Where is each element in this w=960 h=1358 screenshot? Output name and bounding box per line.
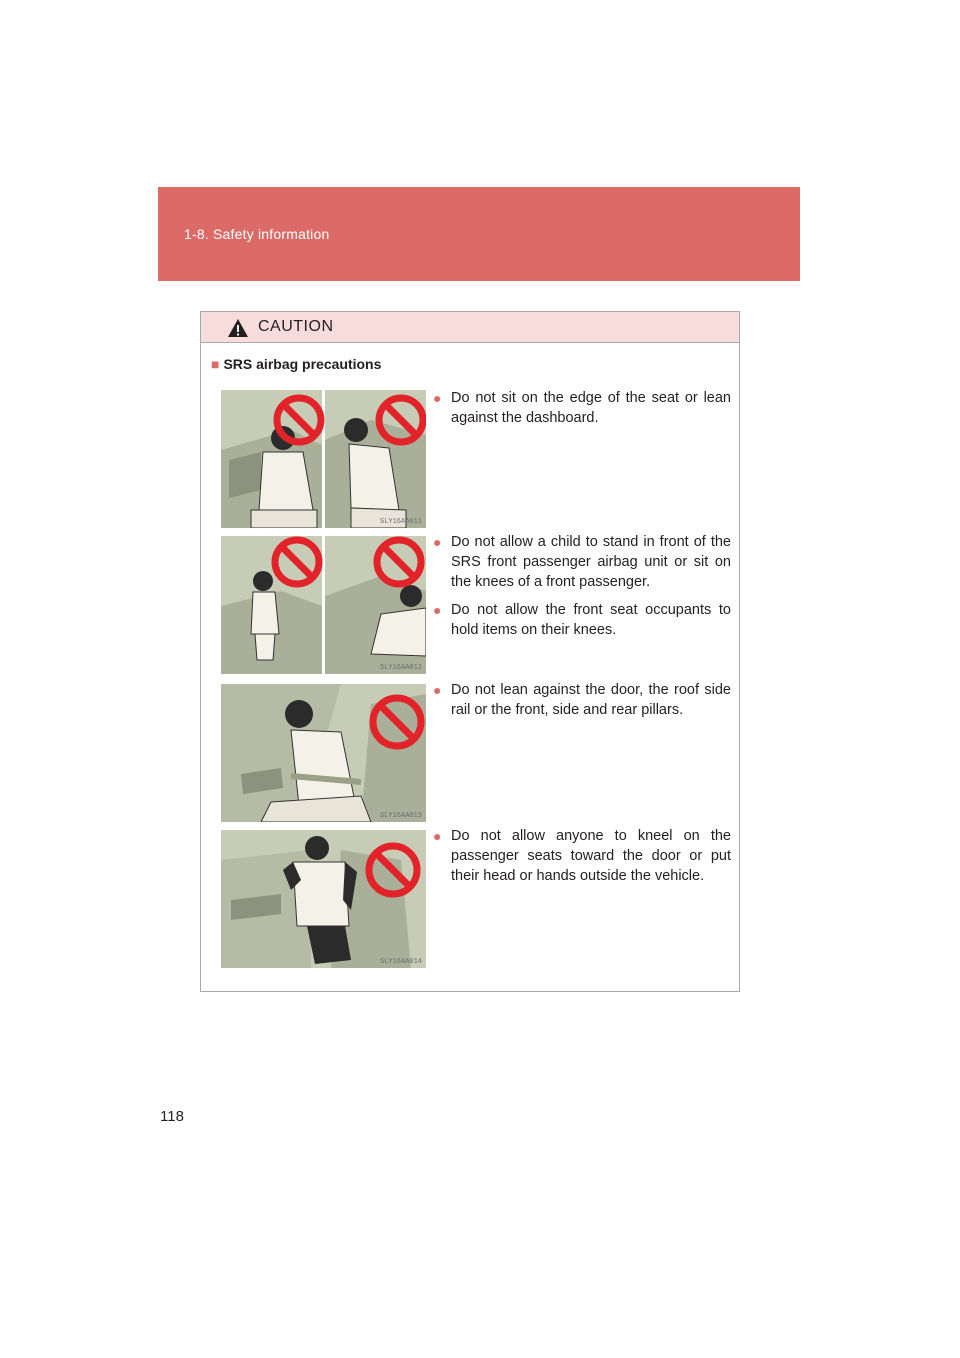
illustration-child-standing (221, 536, 426, 674)
illustration-leaning-door (221, 684, 426, 822)
illustration-code: SLY16AA012 (379, 664, 422, 672)
bullet-list-4 (433, 826, 731, 894)
warning-triangle-icon (227, 318, 249, 338)
illustration-code: SLY16AA014 (379, 958, 422, 966)
header-band (158, 187, 800, 281)
bullet-dot-icon: ● (433, 390, 442, 406)
illustration-kneeling-seat (221, 830, 426, 968)
illustration-edge-of-seat (221, 390, 426, 528)
square-bullet-icon: ■ (211, 356, 220, 372)
bullet-item: ● Do not lean against the door, the roof side rail or the front, side and rear pillars. (433, 682, 731, 718)
bullet-dot-icon: ● (433, 602, 442, 618)
subheading (211, 356, 381, 372)
bullet-list-3 (433, 680, 731, 728)
page-number: 118 (160, 1108, 184, 1125)
bullet-dot-icon: ● (433, 682, 442, 698)
illustration-code: SLY16AA013 (379, 812, 422, 820)
illustration-code: SLY16AA011 (379, 518, 422, 526)
bullet-dot-icon: ● (433, 534, 442, 550)
bullet-list-1 (433, 388, 731, 436)
bullet-item: ● Do not sit on the edge of the seat or lean against the dashboard. (433, 390, 731, 426)
bullet-dot-icon: ● (433, 828, 442, 844)
caution-header (201, 312, 739, 343)
bullet-item: ● Do not allow the front seat occupants to hold items on their knees. (433, 602, 731, 638)
caution-label: CAUTION (258, 318, 334, 335)
caution-box (200, 311, 740, 992)
bullet-list-2 (433, 532, 731, 648)
subheading-text: SRS airbag precautions (223, 356, 382, 372)
section-title: 1-8. Safety information (184, 226, 330, 242)
bullet-item: ● Do not allow anyone to kneel on the passenger seats toward the door or put their head or hands outside the vehicle. (433, 828, 731, 884)
bullet-item: ● Do not allow a child to stand in front of the SRS front passenger airbag unit or sit on the knees of a front passenger. (433, 534, 731, 590)
